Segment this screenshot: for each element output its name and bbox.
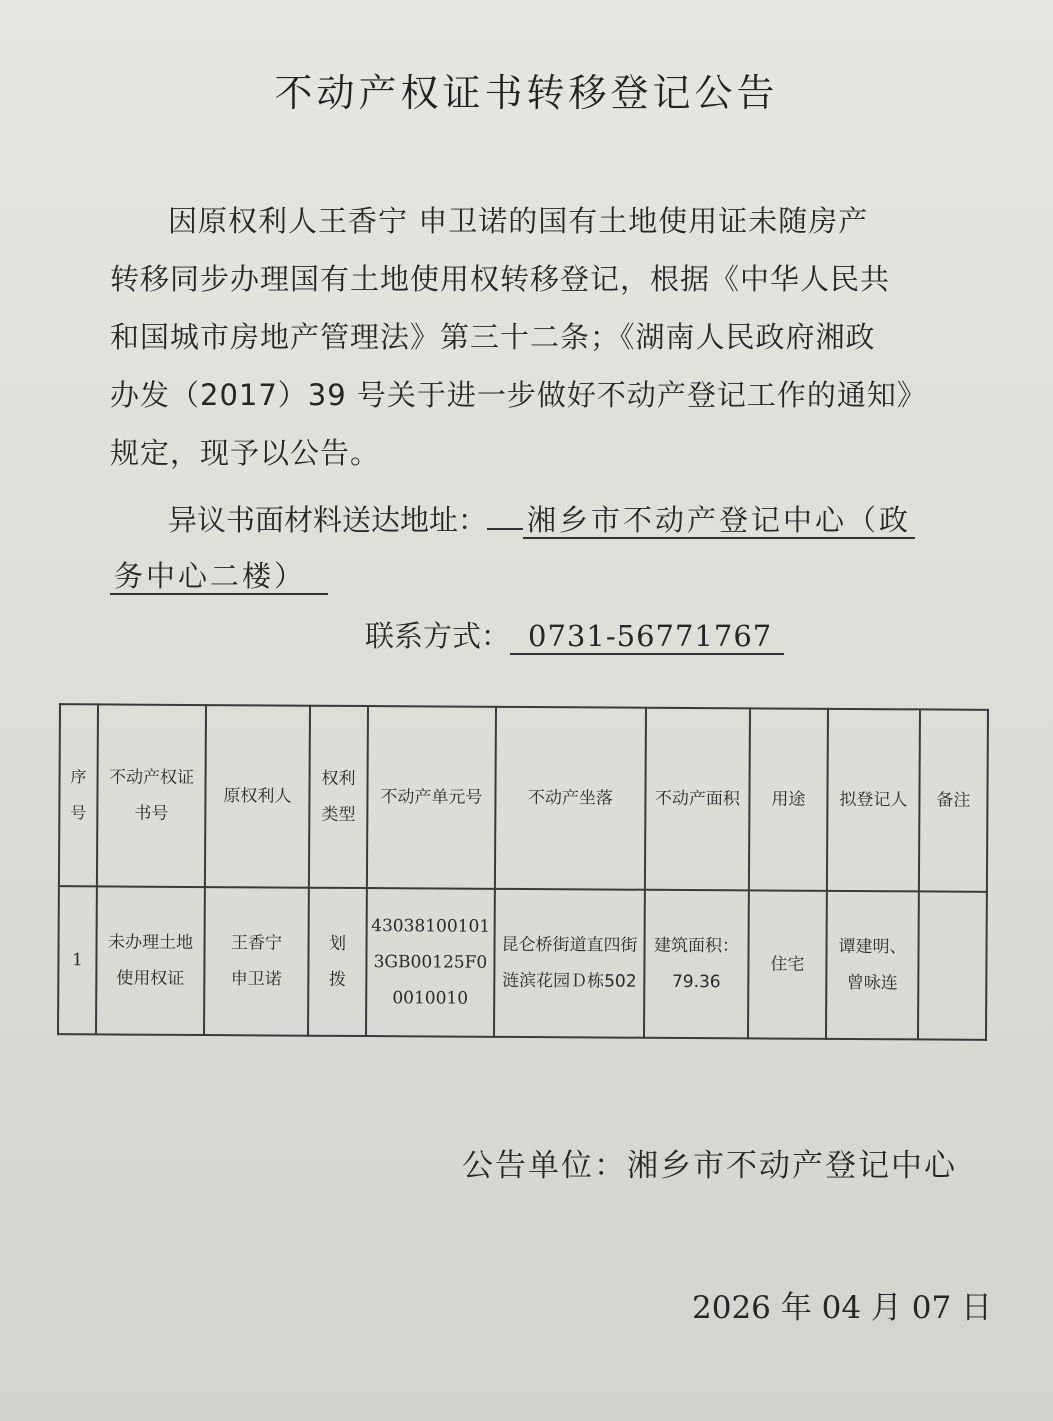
body-line: 和国城市房地产管理法》第三十二条；《湖南人民政府湘政: [110, 320, 876, 354]
body-line: 因原权利人王香宁 申卫诺的国有土地使用证未随房产: [168, 204, 869, 238]
header-no: 序号: [59, 704, 98, 886]
header-original-holder: 原权利人: [205, 705, 310, 888]
notice-title: 不动产权证书转移登记公告: [274, 71, 779, 115]
cell-no: 1: [58, 886, 97, 1034]
header-right-type: 权利类型: [309, 706, 368, 888]
body-line: 办发（2017）39 号关于进一步做好不动产登记工作的通知》: [110, 378, 927, 412]
contact-label: 联系方式：: [365, 619, 511, 653]
body-line: 规定，现予以公告。: [110, 436, 381, 470]
contact-value: 0731-56771767: [510, 619, 784, 655]
header-cert: 不动产权证书号: [97, 704, 206, 887]
cell-remark: [918, 891, 987, 1039]
header-remark: 备注: [919, 709, 988, 891]
cell-area: 建筑面积：79.36: [644, 890, 749, 1039]
objection-address: [110, 492, 950, 604]
header-area: 不动产面积: [645, 708, 750, 891]
header-unit-id: 不动产单元号: [367, 706, 496, 889]
cell-cert: 未办理土地使用权证: [96, 886, 205, 1035]
body-line: 转移同步办理国有土地使用权转移登记，根据《中华人民共: [110, 262, 891, 296]
header-use: 用途: [749, 708, 828, 890]
objection-label: 异议书面材料送达地址：: [168, 503, 488, 537]
cell-unit-id: 430381001013GB00125F00010010: [366, 888, 495, 1037]
cell-use: 住宅: [748, 890, 827, 1038]
cell-original-holder: 王香宁申卫诺: [204, 887, 309, 1036]
registration-table: [57, 703, 989, 1041]
table-header-row: [59, 704, 988, 892]
cell-location: 昆仑桥街道直四街涟滨花园Ｄ栋502: [494, 889, 645, 1038]
contact-info: [365, 614, 784, 655]
objection-value-line1: 湘乡市不动产登记中心（政: [523, 503, 915, 539]
notice-body: [110, 192, 930, 482]
header-proposed: 拟登记人: [827, 709, 920, 892]
cell-right-type: 划拨: [308, 888, 367, 1036]
objection-value-line2: 务中心二楼）: [110, 559, 328, 595]
header-location: 不动产坐落: [495, 707, 646, 890]
notice-date: 2026 年 04 月 07 日: [692, 1290, 993, 1326]
issuer: 公告单位：湘乡市不动产登记中心: [462, 1148, 957, 1184]
cell-proposed: 谭建明、曾咏连: [826, 891, 919, 1040]
table-row: [58, 886, 987, 1040]
